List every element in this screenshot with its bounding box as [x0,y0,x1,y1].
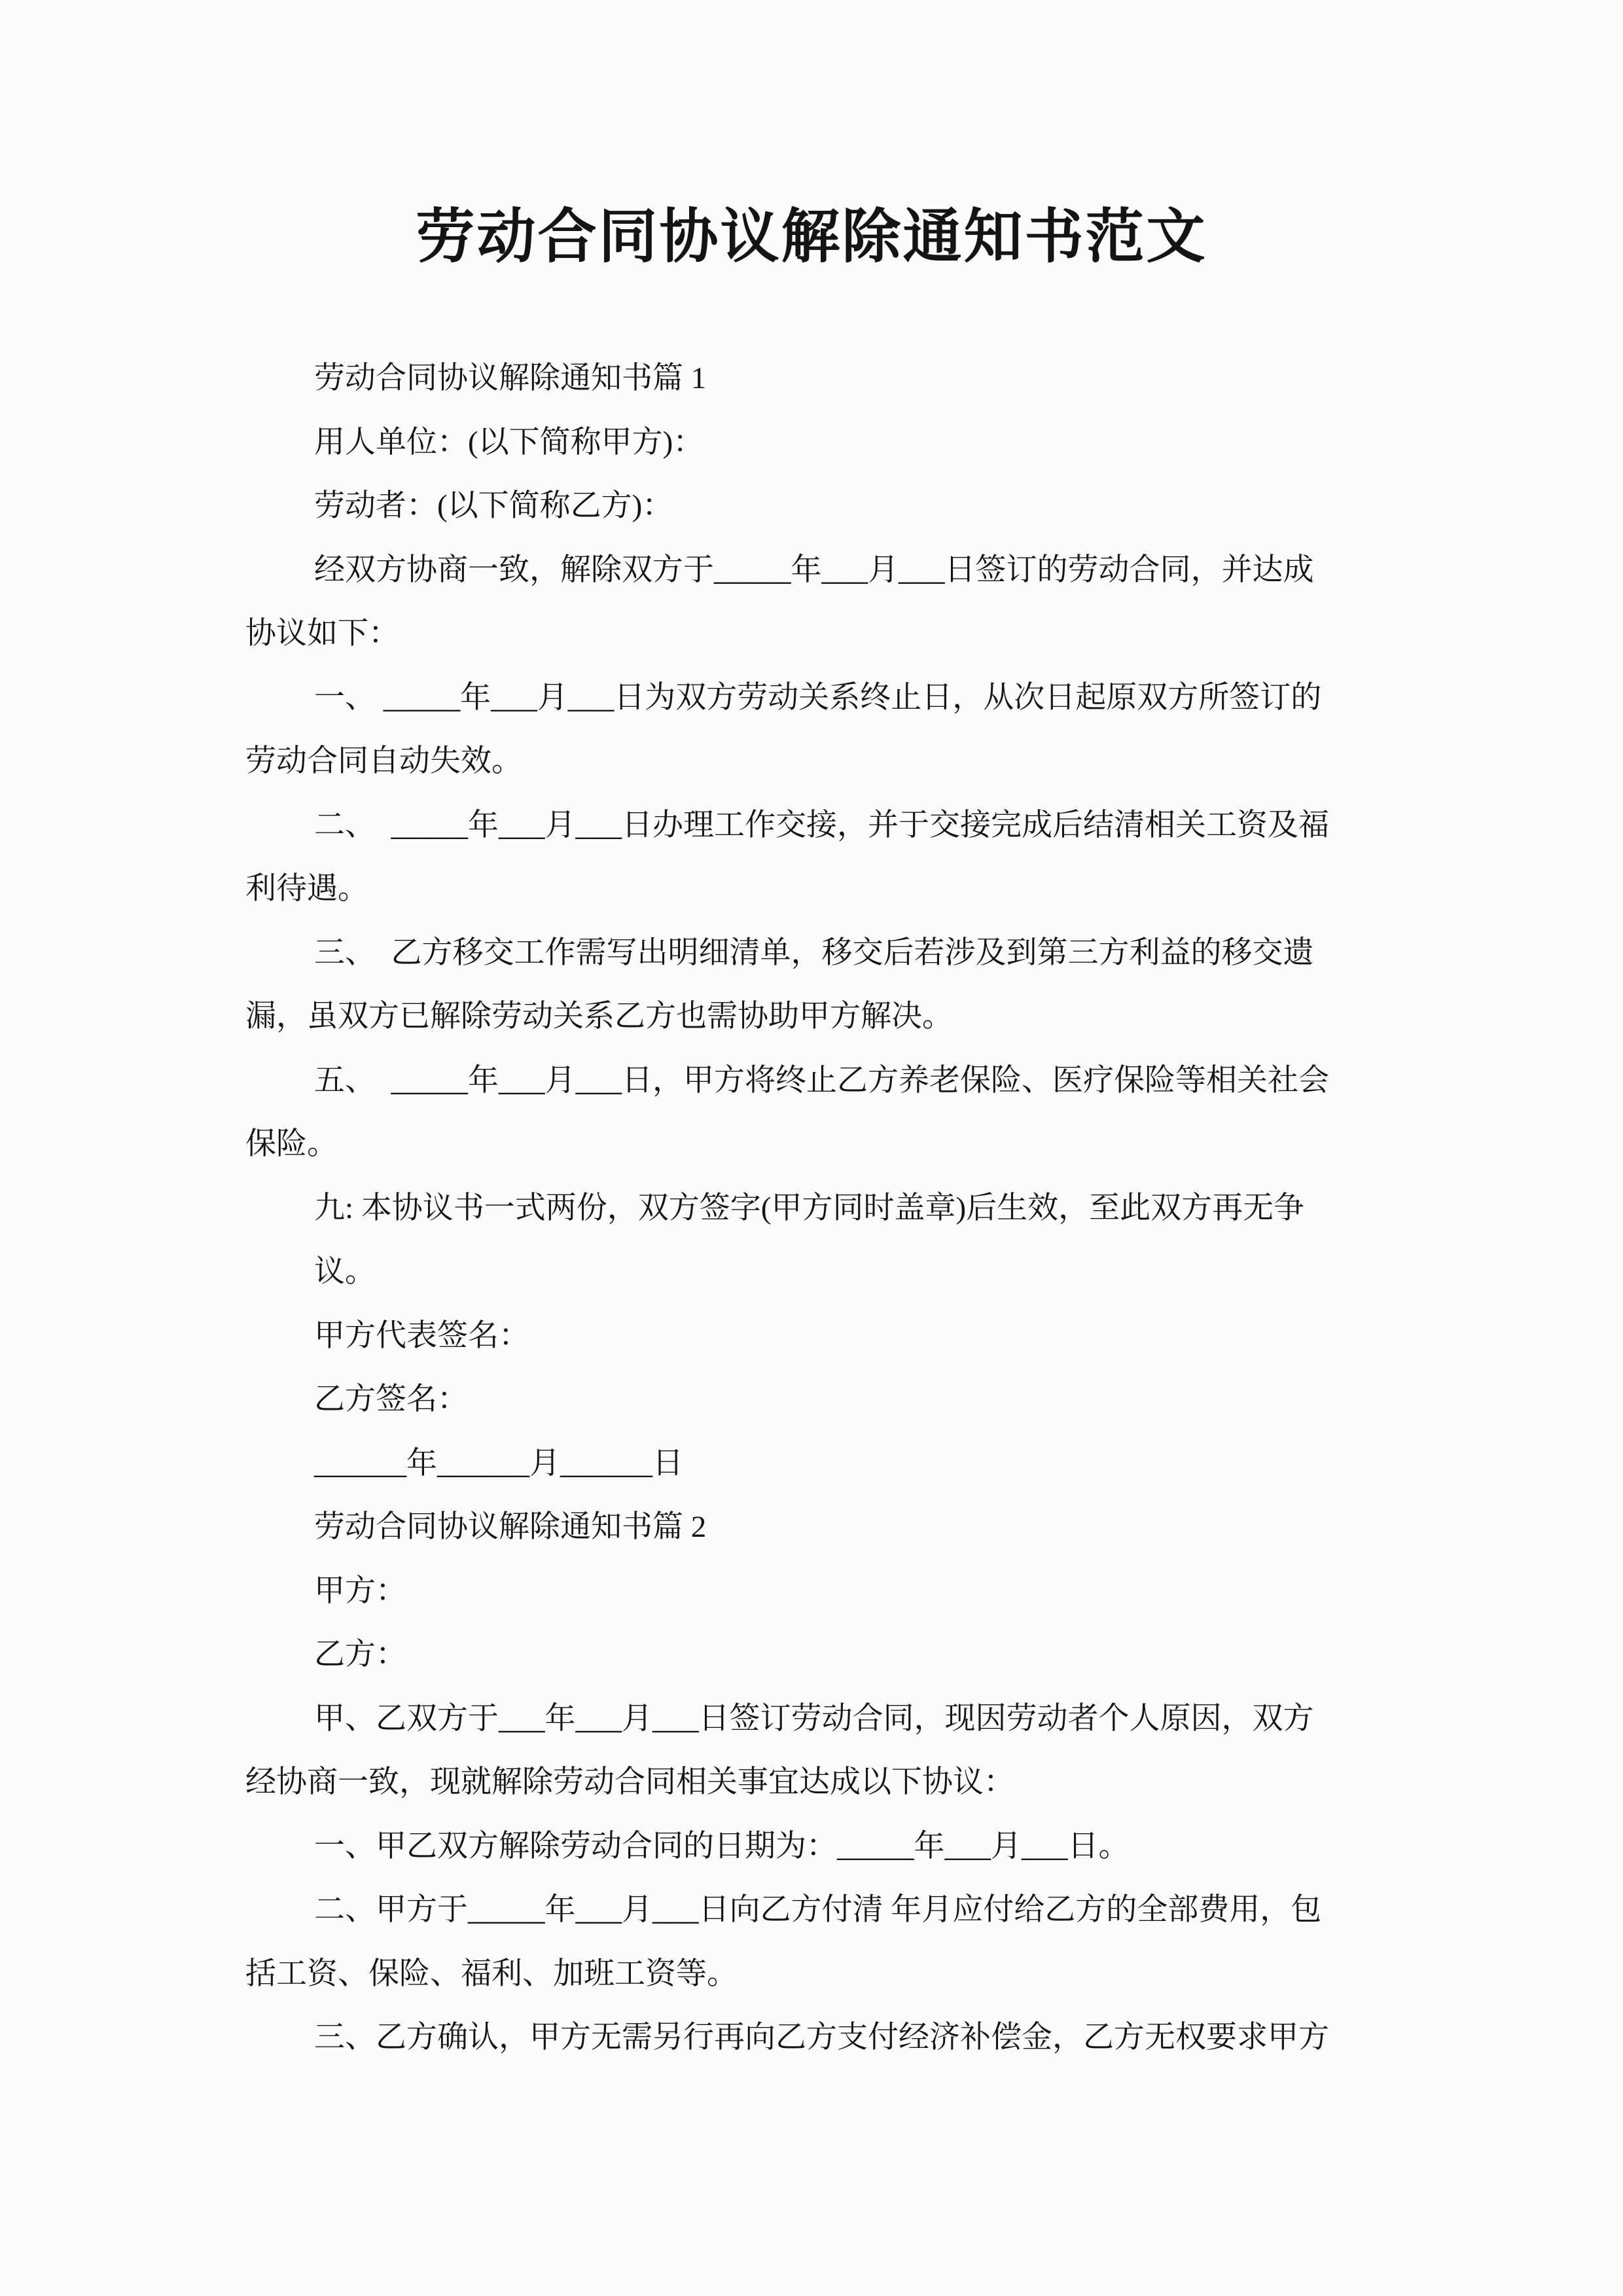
document-line: 劳动者：(以下简称乙方)： [314,489,673,523]
document-line: 劳动合同自动失效。 [245,744,522,778]
document-line: 保险。 [245,1127,338,1161]
document-line: 二、 _____年___月___日办理工作交接，并于交接完成后结清相关工资及福 [314,808,1329,842]
document-line: 劳动合同协议解除通知书篇 2 [314,1510,707,1544]
document-line: 甲、乙双方于___年___月___日签订劳动合同，现因劳动者个人原因，双方 [314,1701,1314,1736]
document-line: 甲方代表签名： [314,1318,529,1353]
document-line: ______年______月______日 [314,1446,683,1480]
document-line: 用人单位：(以下简称甲方)： [314,425,704,459]
document-line: 漏，虽双方已解除劳动关系乙方也需协助甲方解决。 [245,999,953,1033]
document-title: 劳动合同协议解除通知书范文 [416,205,1207,270]
document-line: 劳动合同协议解除通知书篇 1 [314,361,707,395]
document-line: 括工资、保险、福利、加班工资等。 [245,1956,738,1991]
document-line: 经双方协商一致，解除双方于_____年___月___日签订的劳动合同，并达成 [314,552,1314,587]
document-line: 三、 乙方移交工作需写出明细清单，移交后若涉及到第三方利益的移交遗 [314,935,1314,970]
document-line: 利待遇。 [245,872,368,906]
document-line: 协议如下： [245,617,399,651]
document-line: 一、 _____年___月___日为双方劳动关系终止日，从次日起原双方所签订的 [314,680,1322,715]
document-line: 一、甲乙双方解除劳动合同的日期为：_____年___月___日。 [314,1829,1130,1863]
document-line: 议。 [314,1255,376,1289]
document-line: 甲方： [314,1573,406,1608]
document-line: 九: 本协议书一式两份，双方签字(甲方同时盖章)后生效，至此双方再无争 [314,1191,1305,1225]
document-line: 经协商一致，现就解除劳动合同相关事宜达成以下协议： [245,1765,1014,1799]
document-body [0,347,1623,2070]
document-line: 五、 _____年___月___日，甲方将终止乙方养老保险、医疗保险等相关社会 [314,1063,1329,1098]
document-line: 三、乙方确认，甲方无需另行再向乙方支付经济补偿金，乙方无权要求甲方 [314,2020,1329,2054]
document-line: 乙方： [314,1638,406,1672]
document-line: 二、甲方于_____年___月___日向乙方付清 年月应付给乙方的全部费用，包 [314,1893,1322,1927]
document-line: 乙方签名： [314,1382,468,1416]
